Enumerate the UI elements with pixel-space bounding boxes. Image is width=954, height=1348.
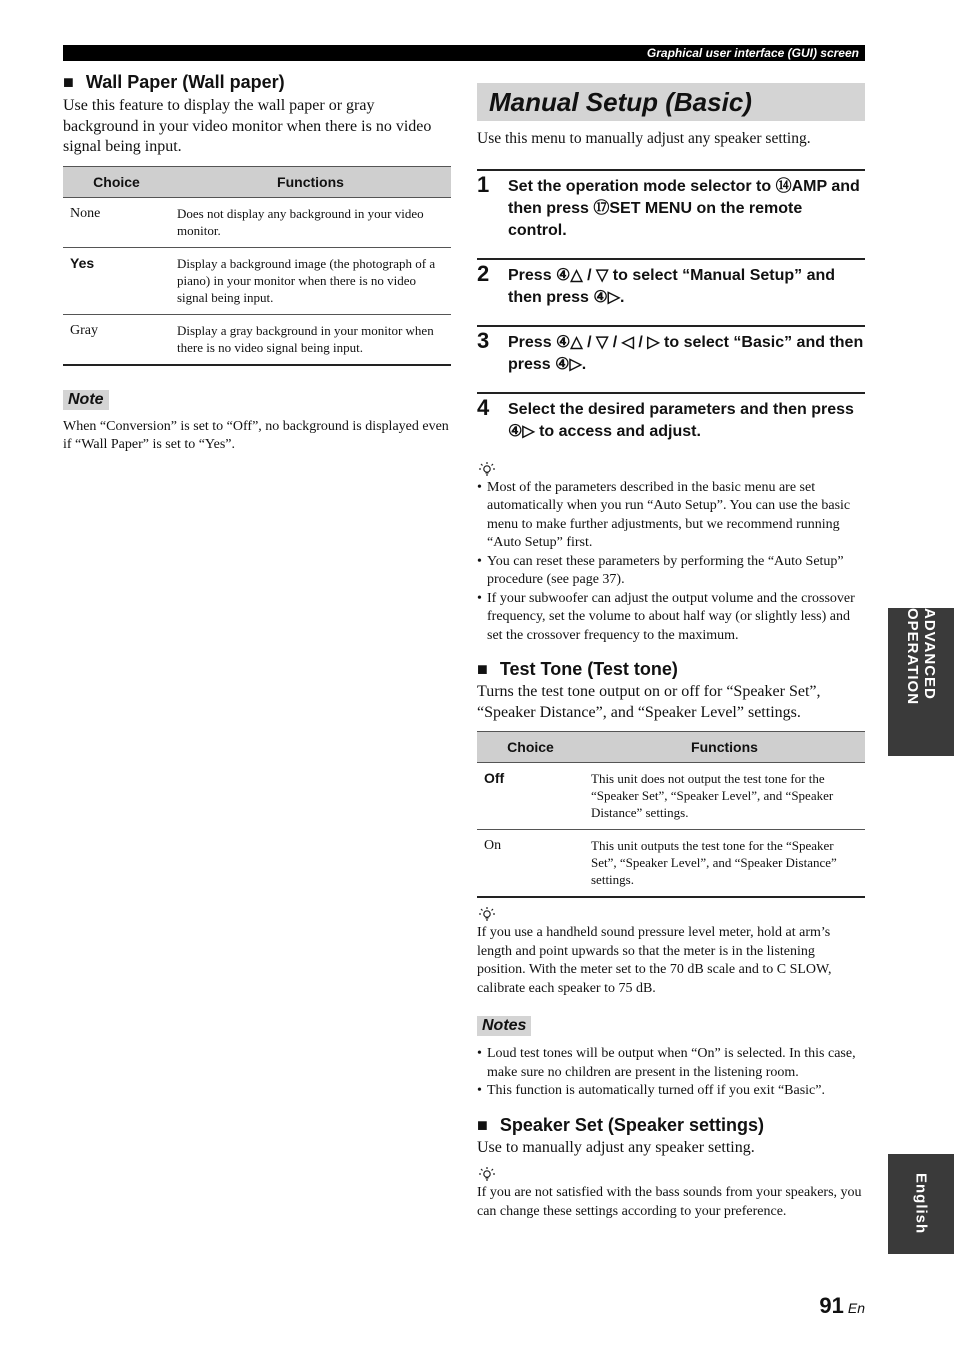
black-square-icon: ■ (477, 1114, 488, 1135)
side-tab-english (888, 1154, 954, 1254)
choice-cell: On (477, 830, 584, 898)
function-cell: This unit does not output the test tone for the “Speaker Set”, “Speaker Level”, and “Speaker Distance” settings. (584, 763, 865, 830)
steps-list (477, 169, 865, 453)
test-tone-heading (477, 659, 865, 680)
function-cell: This unit outputs the test tone for the “Speaker Set”, “Speaker Level”, and “Speaker Distance” settings. (584, 830, 865, 898)
step-text: Set the operation mode selector to ⑭AMP and then press ⑰SET MENU on the remote control. (508, 177, 860, 239)
manual-setup-title: Manual Setup (Basic) (477, 83, 865, 121)
step-1 (477, 169, 865, 252)
tip-lightbulb-icon (477, 1166, 497, 1182)
step-number: 1 (477, 171, 490, 197)
wall-paper-table (63, 166, 451, 366)
step-4 (477, 392, 865, 453)
manual-setup-intro: Use this menu to manually adjust any speaker setting. (477, 130, 811, 147)
speaker-set-tip: If you are not satisfied with the bass sounds from your speakers, you can change these settings according to your preference. (477, 1185, 862, 1219)
speaker-set-heading-text: Speaker Set (Speaker settings) (499, 1114, 764, 1135)
step-text: Press ④△ / ▽ / ◁ / ▷ to select “Basic” and then press ④▷. (508, 333, 864, 373)
table-row (63, 314, 451, 365)
speaker-set-heading (477, 1115, 865, 1136)
notes-list (477, 1045, 865, 1101)
column-header-choice: Choice (477, 732, 584, 763)
test-tone-heading-text: Test Tone (Test tone) (499, 659, 678, 679)
notes-label: Notes (477, 1016, 531, 1036)
side-tab-advanced-operation (888, 608, 954, 756)
choice-cell: Yes (63, 247, 170, 314)
table-header-row (477, 732, 865, 763)
header-title: Graphical user interface (GUI) screen (646, 46, 859, 60)
right-column (477, 83, 865, 1221)
wall-paper-heading-text: Wall Paper (Wall paper) (85, 72, 285, 92)
test-tone-intro: Turns the test tone output on or off for “Speaker Set”, “Speaker Distance”, and “Speaker Level” settings. (477, 683, 821, 721)
tip-list (477, 479, 865, 646)
choice-cell: Gray (63, 314, 170, 365)
list-item: • If your subwoofer can adjust the output volume and the crossover frequency, set the volume to about half way (or slightly less) and set the crossover frequency to the maximum. (477, 590, 865, 646)
page-number (819, 1293, 865, 1319)
step-number: 2 (477, 260, 490, 286)
function-cell: Display a background image (the photograph of a piano) in your monitor when there is no video signal being input. (170, 247, 451, 314)
function-cell: Display a gray background in your monitor when there is no video signal being input. (170, 314, 451, 365)
step-number: 3 (477, 327, 490, 353)
step-2 (477, 258, 865, 319)
left-column (63, 72, 451, 455)
list-item: • Most of the parameters described in the basic menu are set automatically when you run “Auto Setup”. You can use the basic menu to make further adjustments, but we recommend running “Auto Setup” first. (477, 479, 865, 553)
list-item: • This function is automatically turned off if you exit “Basic”. (477, 1082, 865, 1101)
column-header-functions: Functions (170, 166, 451, 197)
test-tone-table (477, 731, 865, 898)
wall-paper-note: When “Conversion” is set to “Off”, no background is displayed even if “Wall Paper” is set to “Yes”. (63, 418, 449, 452)
tip-lightbulb-icon (477, 906, 497, 922)
step-3 (477, 325, 865, 386)
choice-cell: Off (477, 763, 584, 830)
note-label: Note (63, 390, 109, 410)
list-item: • Loud test tones will be output when “On” is selected. In this case, make sure no children are present in the listening room. (477, 1045, 865, 1082)
header-bar (63, 45, 865, 61)
table-row (477, 830, 865, 898)
choice-cell: None (63, 197, 170, 247)
page-number-suffix: En (847, 1300, 865, 1316)
speaker-set-intro: Use to manually adjust any speaker setting. (477, 1138, 755, 1156)
black-square-icon: ■ (477, 659, 488, 679)
side-tab-label: ADVANCED OPERATION (904, 608, 938, 706)
tip-lightbulb-icon (477, 461, 497, 477)
table-row (63, 247, 451, 314)
black-square-icon: ■ (63, 72, 74, 92)
step-text: Press ④△ / ▽ to select “Manual Setup” and then press ④▷. (508, 266, 836, 306)
table-row (477, 763, 865, 830)
page-number-value: 91 (819, 1293, 844, 1318)
column-header-functions: Functions (584, 732, 865, 763)
column-header-choice: Choice (63, 166, 170, 197)
wall-paper-heading (63, 72, 451, 93)
function-cell: Does not display any background in your video monitor. (170, 197, 451, 247)
table-header-row (63, 166, 451, 197)
step-number: 4 (477, 394, 490, 420)
test-tone-tip: If you use a handheld sound pressure level meter, hold at arm’s length and point upwards so that the meter is in the listening position. With the meter set to the 70 dB scale and to C SLOW, calibrate each speaker to 75 dB. (477, 925, 832, 996)
list-item: • You can reset these parameters by performing the “Auto Setup” procedure (see page 37). (477, 553, 865, 590)
wall-paper-intro: Use this feature to display the wall paper or gray background in your video monitor when there is no video signal being input. (63, 97, 432, 155)
table-row (63, 197, 451, 247)
side-tab-label: English (912, 1173, 930, 1235)
step-text: Select the desired parameters and then press ④▷ to access and adjust. (508, 400, 854, 440)
